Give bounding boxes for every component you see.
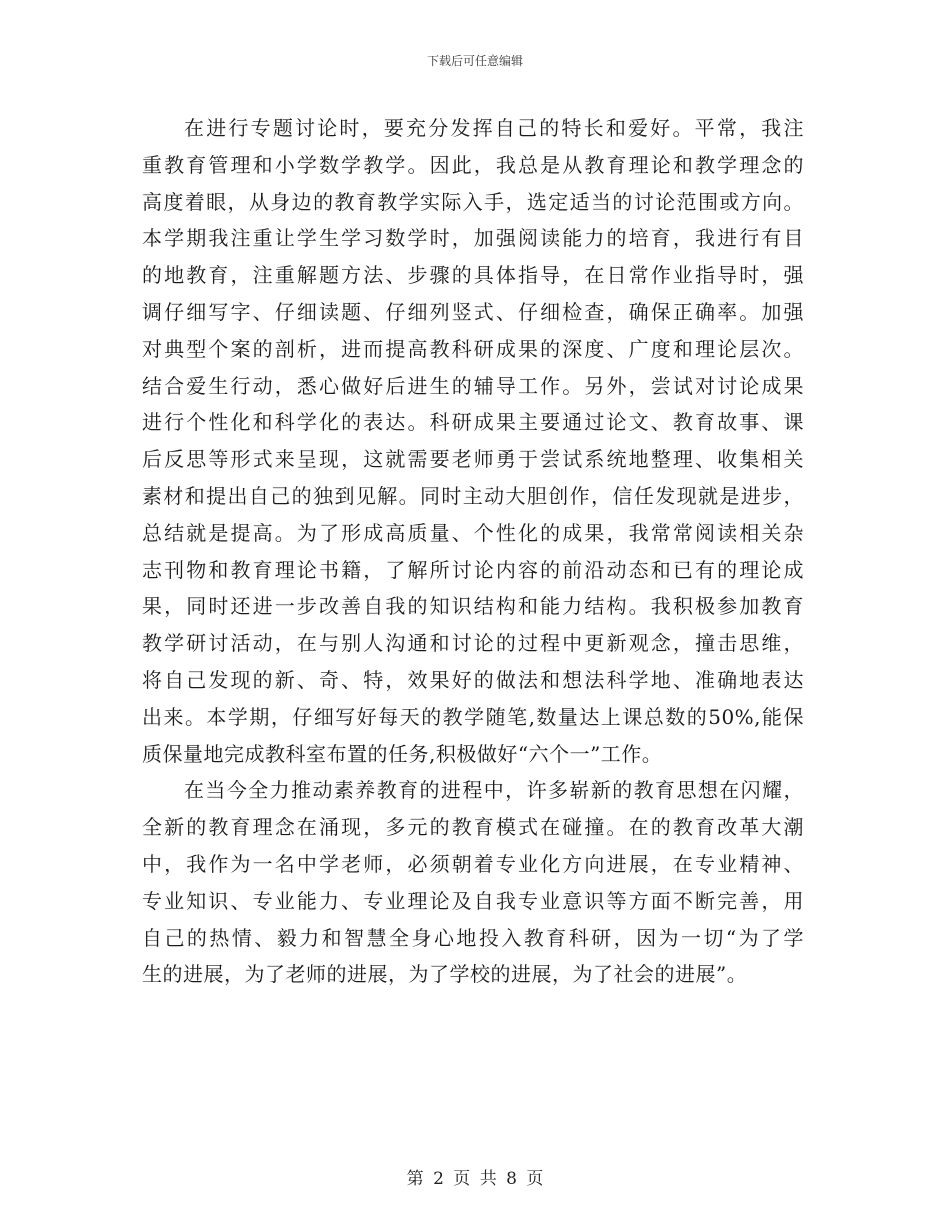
text-line: 质保量地完成教科室布置的任务,积极做好“六个一”工作。	[142, 741, 663, 766]
text-line: 在进行专题讨论时，要充分发挥自己的特长和爱好。平常，我注	[184, 116, 804, 140]
text-line: 的地教育，注重解题方法、步骤的具体指导，在日常作业指导时，强	[142, 263, 804, 288]
text-line: 高度着眼，从身边的教育教学实际入手，选定适当的讨论范围或方向。	[142, 189, 804, 214]
text-line: 结合爱生行动，悉心做好后进生的辅导工作。另外，尝试对讨论成果	[142, 373, 804, 398]
text-line: 果，同时还进一步改善自我的知识结构和能力结构。我积极参加教育	[142, 594, 804, 619]
text-line: 本学期我注重让学生学习数学时，加强阅读能力的培育，我进行有目	[142, 226, 804, 251]
page-header-note: 下载后可任意编辑	[426, 54, 523, 68]
text-line: 在当今全力推动素养教育的进程中，许多崭新的教育思想在闪耀，	[184, 778, 804, 803]
text-line: 教学研讨活动，在与别人沟通和讨论的过程中更新观念，撞击思维，	[142, 631, 804, 656]
text-line: 后反思等形式来呈现，这就需要老师勇于尝试系统地整理、收集相关	[142, 447, 804, 472]
text-line: 全新的教育理念在涌现，多元的教育模式在碰撞。在的教育改革大潮	[142, 815, 804, 840]
text-line: 对典型个案的剖析，进而提高教科研成果的深度、广度和理论层次。	[142, 336, 804, 361]
text-line: 专业知识、专业能力、专业理论及自我专业意识等方面不断完善，用	[142, 888, 804, 913]
text-line: 素材和提出自己的独到见解。同时主动大胆创作，信任发现就是进步，	[142, 483, 804, 508]
text-line: 总结就是提高。为了形成高质量、个性化的成果，我常常阅读相关杂	[142, 520, 804, 545]
text-line: 出来。本学期，仔细写好每天的教学随笔,数量达上课总数的50%,能保	[142, 704, 804, 729]
text-line: 重教育管理和小学数学教学。因此，我总是从教育理论和教学理念的	[142, 152, 804, 177]
text-line: 志刊物和教育理论书籍，了解所讨论内容的前沿动态和已有的理论成	[142, 557, 804, 582]
text-line: 调仔细写字、仔细读题、仔细列竖式、仔细检查，确保正确率。加强	[142, 299, 804, 324]
text-line: 将自己发现的新、奇、特，效果好的做法和想法科学地、准确地表达	[142, 667, 804, 692]
document-body	[142, 110, 804, 993]
text-line: 进行个性化和科学化的表达。科研成果主要通过论文、教育故事、课	[142, 410, 804, 435]
paragraph-1	[142, 110, 804, 772]
page-number: 第 2 页 共 8 页	[406, 1169, 544, 1189]
text-line: 生的进展，为了老师的进展，为了学校的进展，为了社会的进展”。	[142, 962, 748, 987]
paragraph-2	[142, 772, 804, 993]
text-line: 中，我作为一名中学老师，必须朝着专业化方向进展，在专业精神、	[142, 851, 804, 876]
text-line: 自己的热情、毅力和智慧全身心地投入教育科研，因为一切“为了学	[142, 925, 804, 950]
